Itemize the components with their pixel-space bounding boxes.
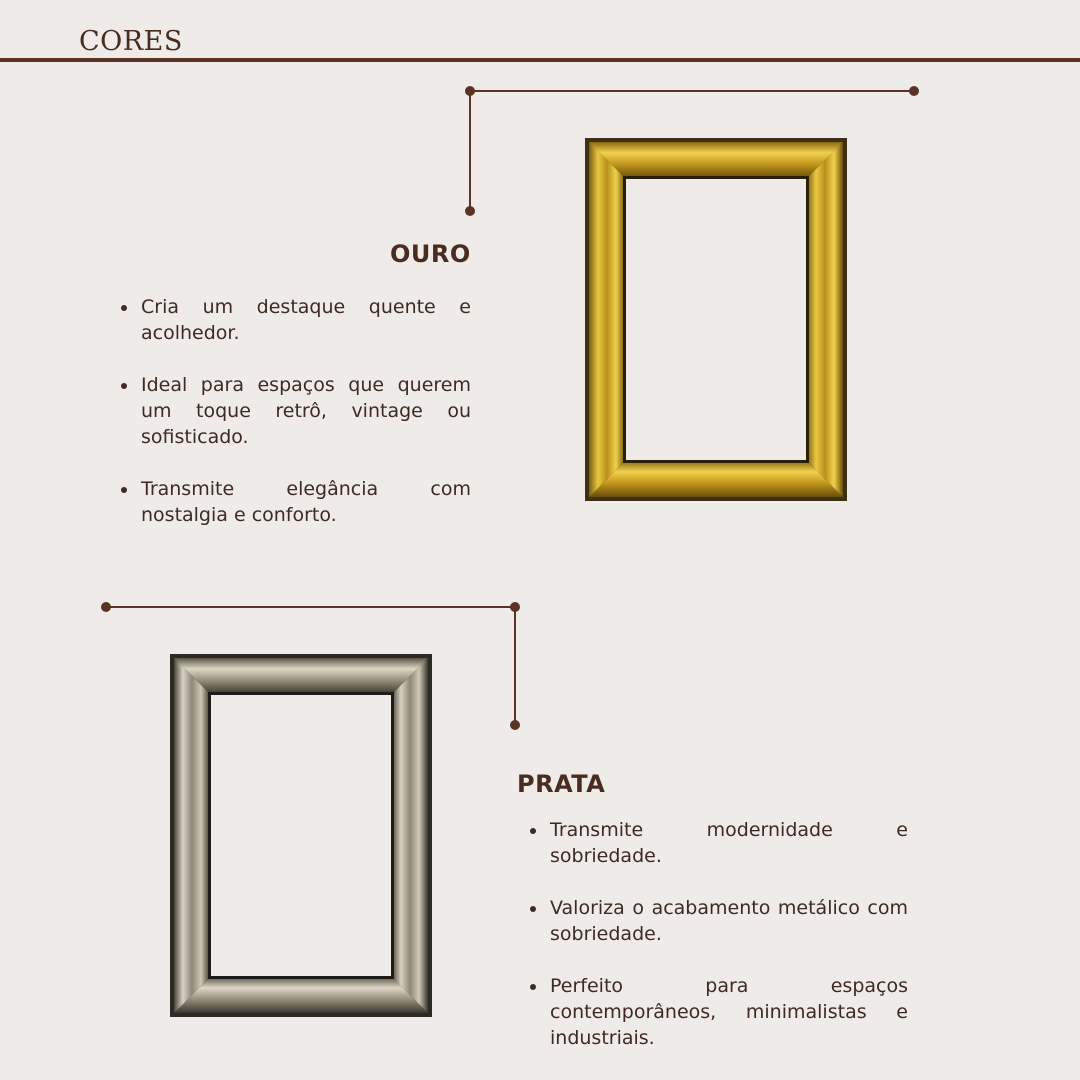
silver-frame-image — [170, 654, 432, 1017]
bullet-icon — [530, 906, 536, 912]
list-item: Valoriza o acabamento metálico com sobriedade. — [530, 895, 908, 947]
bullet-icon — [530, 828, 536, 834]
list-item: Cria um destaque quente e acolhedor. — [121, 294, 471, 346]
gold-frame-image — [585, 138, 847, 501]
prata-bullet-list — [530, 817, 908, 1077]
list-item: Transmite modernidade e sobriedade. — [530, 817, 908, 869]
bullet-icon — [121, 305, 127, 311]
bullet-icon — [121, 487, 127, 493]
list-item: Transmite elegância com nostalgia e conforto. — [121, 476, 471, 528]
bullet-icon — [530, 984, 536, 990]
bullet-icon — [121, 383, 127, 389]
list-item: Perfeito para espaços contemporâneos, minimalistas e industriais. — [530, 973, 908, 1051]
section-title-ouro: OURO — [390, 240, 471, 268]
page-title: CORES — [79, 26, 183, 57]
list-item: Ideal para espaços que querem um toque retrô, vintage ou sofisticado. — [121, 372, 471, 450]
section-title-prata: PRATA — [517, 770, 606, 798]
ouro-bullet-list — [121, 294, 471, 554]
